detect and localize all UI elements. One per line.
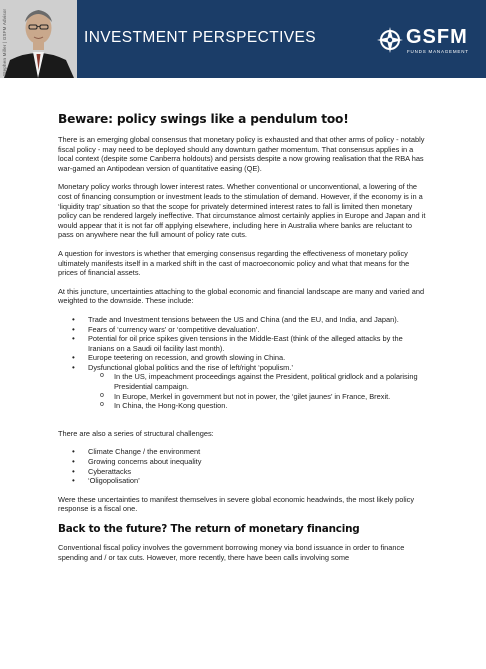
paragraph: There is an emerging global consensus that monetary policy is exhausted and that other arms of policy - notably fiscal policy - may need to be deployed should any downturn gather momentum. That consensus applies in a local context (despite some Canberra holdouts) and persists despite a now growing realisation that the RBA has war-gamed an Antipodean version of quantitative easing (QE). [58,135,425,173]
section-heading: Back to the future? The return of monetary financing [58,523,360,535]
header-banner [0,0,486,78]
list-item: • Potential for oil price spikes given tensions in the Middle-East (think of the alleged attacks by the Iranians on a Saudi oil facility last month). [88,334,428,353]
sublist-item: o In China, the Hong-Kong question. [114,401,428,411]
sublist-item: o In Europe, Merkel in government but not in power, the ‘gilet jaunes’ in France, Brexit. [114,392,428,402]
politics-sublist [88,372,428,410]
list-item: • Growing concerns about inequality [88,457,428,467]
list-item [88,363,428,411]
paragraph: A question for investors is whether that emerging consensus regarding the effectiveness of monetary policy ultimately manifests itself in a marked shift in the cast of macroeconomic policy and what that means for the prices of financial assets. [58,248,410,278]
list-item: • Cyberattacks [88,467,428,477]
article-title: Beware: policy swings like a pendulum too! [58,112,349,126]
paragraph: At this juncture, uncertainties attaching to the global economic and financial landscape are many and varied and weighted to the downside. These include: [58,286,425,306]
structural-list [58,447,428,485]
list-item: • Fears of ‘currency wars’ or ‘competitive devaluation’. [88,325,428,335]
logo-subtitle: FUNDS MANAGEMENT [407,49,469,54]
paragraph: Monetary policy works through lower interest rates. Whether conventional or unconventional, a lowering of the cost of financing consumption or investment leads to the stimulation of demand. However, if the economy is in a ‘liquidity trap’ situation so that the scope for privately determined interest rates to fall is limited then monetary policy can be rendered largely ineffective. That circumstance almost certainly applies in Europe and Japan and it would appear that it is not far off applying elsewhere, including here in Australia where banks are reluctant to pass on anywhere near the full amount of policy rate cuts. [58,182,426,240]
list-item: • Trade and Investment tensions between the US and China (and the EU, and India, and Japan). [88,315,428,325]
list-item: • Europe teetering on recession, and growth slowing in China. [88,353,428,363]
logo-name: GSFM [406,26,468,48]
list-item-text: Dysfunctional global politics and the rise of left/right ‘populism.’ [88,362,293,372]
paragraph: There are also a series of structural challenges: [58,428,214,438]
paragraph: Were these uncertainties to manifest themselves in severe global economic headwinds, the most likely policy response is a fiscal one. [58,494,415,514]
photo-caption: Stephen Miller | GSFM Advisor [2,8,7,76]
uncertainties-list [58,315,428,411]
banner-title: INVESTMENT PERSPECTIVES [84,29,316,46]
list-item: • Climate Change / the environment [88,447,428,457]
paragraph: Conventional fiscal policy involves the government borrowing money via bond issuance in order to finance spending and / or tax cuts. However, more recently, there have been calls involving some [58,543,405,562]
list-item: • ‘Oligopolisation’ [88,476,428,486]
author-photo [0,0,77,78]
sublist-item: o In the US, impeachment proceedings against the President, political gridlock and a polarising Presidential campaign. [114,372,428,391]
compass-icon [376,26,404,54]
article-body [58,112,428,571]
